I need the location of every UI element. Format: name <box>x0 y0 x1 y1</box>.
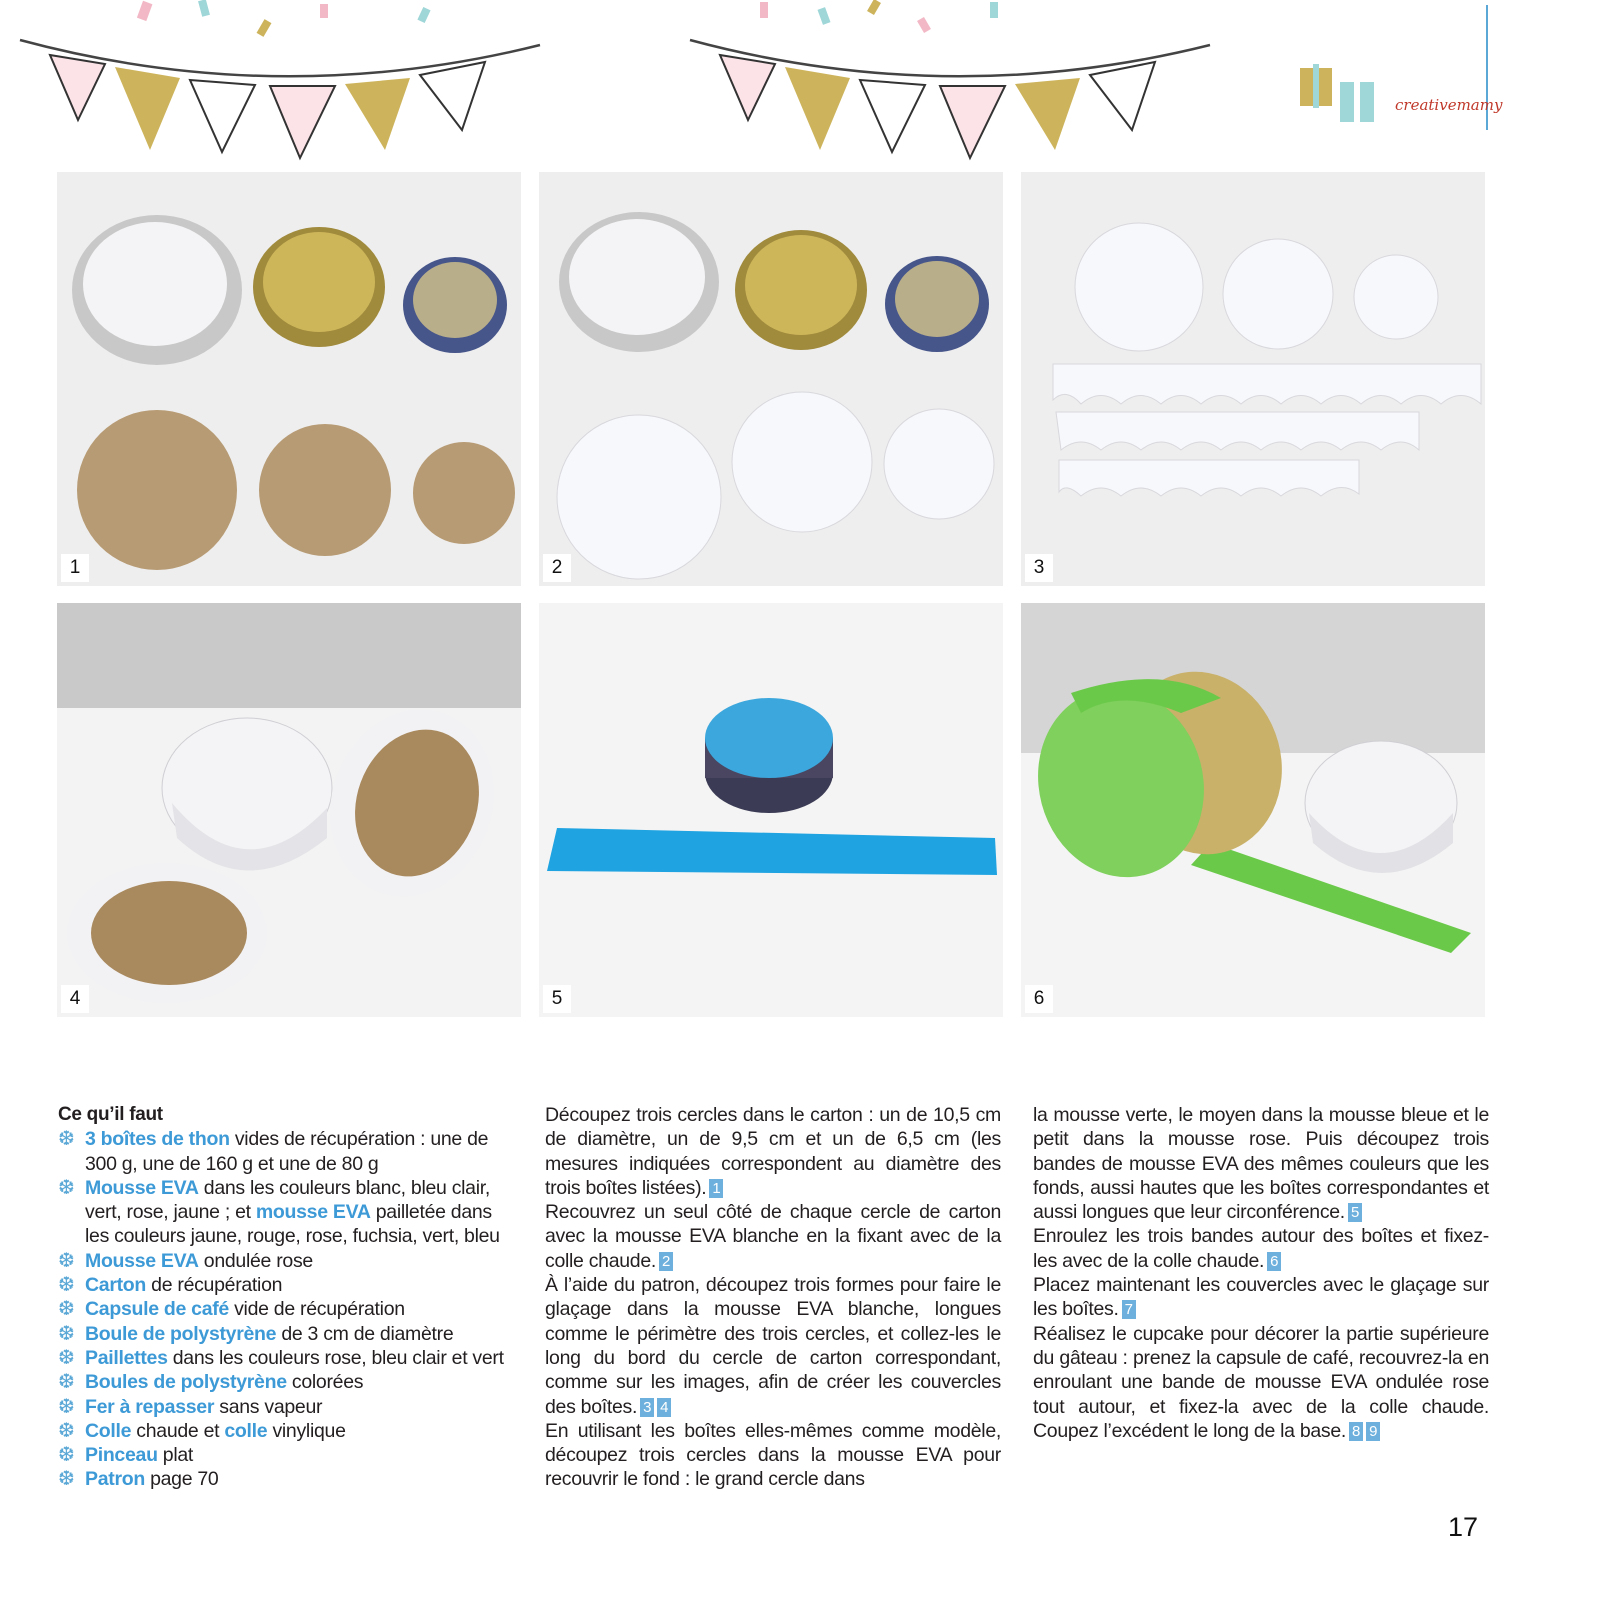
materials-item <box>58 1467 520 1491</box>
step-photo-4 <box>57 603 521 1017</box>
material-name: Mousse EVA <box>85 1176 199 1199</box>
material-detail: page 70 <box>144 1468 219 1491</box>
instruction-paragraph <box>545 1200 1001 1273</box>
materials-item <box>58 1297 520 1321</box>
materials-item <box>58 1395 520 1419</box>
page-number: 17 <box>1448 1512 1479 1542</box>
materials-list <box>58 1127 520 1491</box>
instruction-paragraph <box>545 1273 1001 1419</box>
snowflake-icon: ❆ <box>58 1249 75 1272</box>
instructions-column-3 <box>1033 1103 1489 1443</box>
material-name: Patron <box>85 1468 145 1491</box>
material-detail: vide de récupération <box>228 1298 405 1321</box>
instruction-text: Recouvrez un seul côté de chaque cercle de carton avec la mousse EVA blanche en la fixant avec de la colle chaude. <box>545 1201 1001 1272</box>
material-name: 3 boîtes de thon <box>85 1128 230 1151</box>
material-detail: colorées <box>286 1371 364 1394</box>
snowflake-icon: ❆ <box>58 1468 75 1491</box>
step-photo-6 <box>1021 603 1485 1017</box>
instruction-text: Enroulez les trois bandes autour des boîtes et fixez-les avec de la colle chaude. <box>1033 1225 1489 1272</box>
instruction-paragraph <box>1033 1322 1489 1443</box>
material-name: Fer à repasser <box>85 1395 215 1418</box>
photo-6-image <box>1021 603 1485 1017</box>
confetti <box>137 0 998 37</box>
snowflake-icon: ❆ <box>58 1274 75 1297</box>
material-detail: dans les couleurs rose, bleu clair et vert <box>167 1346 504 1369</box>
photo-number: 3 <box>1025 554 1053 582</box>
instruction-paragraph <box>1033 1224 1489 1273</box>
material-detail: vides de récupération : une de 300 g, une de 160 g et une de 80 g <box>85 1128 489 1175</box>
materials-item <box>58 1443 520 1467</box>
photo-ref-badge: 1 <box>709 1179 723 1198</box>
step-photo-2 <box>539 172 1003 586</box>
material-detail: chaude et <box>131 1419 225 1442</box>
materials-item <box>58 1273 520 1297</box>
snowflake-icon: ❆ <box>58 1419 75 1442</box>
snowflake-icon: ❆ <box>58 1298 75 1321</box>
photo-ref-badge: 8 <box>1349 1422 1363 1441</box>
step-photo-3 <box>1021 172 1485 586</box>
material-detail: de 3 cm de diamètre <box>276 1322 454 1345</box>
photo-number: 2 <box>543 554 571 582</box>
materials-column <box>58 1103 520 1492</box>
photo-2-image <box>539 172 1003 586</box>
material-name: mousse EVA <box>255 1201 371 1224</box>
instruction-text: À l’aide du patron, découpez trois formes pour faire le glaçage dans la mousse EVA blanche, longues comme le périmètre des trois cercles, et collez-les le long du bord du cercle de carton correspondant, comme sur les images, afin de créer les couvercles des boîtes. <box>545 1274 1001 1418</box>
instruction-text: Découpez trois cercles dans le carton : un de 10,5 cm de diamètre, un de 9,5 cm et un de 6,5 cm (les mesures indiquées correspondent au diamètre des trois boîtes listées). <box>545 1104 1001 1199</box>
photo-4-image <box>57 603 521 1017</box>
photo-ref-badge: 4 <box>657 1398 671 1417</box>
photo-number: 1 <box>61 554 89 582</box>
material-detail: dans les couleurs blanc, bleu clair, vert, rose, jaune ; et <box>85 1176 490 1224</box>
material-detail: vinylique <box>267 1419 346 1442</box>
photo-5-image <box>539 603 1003 1017</box>
step-photo-1 <box>57 172 521 586</box>
instruction-text: En utilisant les boîtes elles-mêmes comme modèle, découpez trois cercles dans la mousse EVA pour recouvrir le fond : le grand cercle dans <box>545 1419 1001 1491</box>
snowflake-icon: ❆ <box>58 1176 75 1199</box>
photo-number: 4 <box>61 985 89 1013</box>
material-name: Capsule de café <box>85 1298 229 1321</box>
material-name: Paillettes <box>85 1346 168 1369</box>
material-detail: pailletée dans les couleurs jaune, rouge, rose, fuchsia, vert, bleu <box>85 1201 500 1248</box>
materials-item <box>58 1249 520 1273</box>
material-detail: plat <box>157 1444 194 1467</box>
material-name: Colle <box>85 1419 132 1442</box>
photo-3-image <box>1021 172 1485 586</box>
material-name: colle <box>224 1419 268 1442</box>
flags-right <box>720 55 1155 158</box>
material-detail: sans vapeur <box>214 1395 323 1418</box>
materials-item <box>58 1176 520 1249</box>
photo-number: 6 <box>1025 985 1053 1013</box>
instruction-text: Réalisez le cupcake pour décorer la partie supérieure du gâteau : prenez la capsule de café, recouvrez-la en enroulant une bande de mousse EVA ondulée rose tout autour, et fixez-la avec de la colle chaude. Coupez l’excédent le long de la base. <box>1033 1322 1489 1442</box>
snowflake-icon: ❆ <box>58 1371 75 1394</box>
material-detail: de récupération <box>146 1274 283 1297</box>
photo-ref-badge: 6 <box>1267 1252 1281 1271</box>
snowflake-icon: ❆ <box>58 1128 75 1151</box>
photo-ref-badge: 2 <box>659 1252 673 1271</box>
instruction-text: la mousse verte, le moyen dans la mousse bleue et le petit dans la mousse rose. Puis découpez trois bandes de mousse EVA des mêmes couleurs que les fonds, aussi hautes que les boîtes correspondantes et aussi longues que leur circonférence. <box>1033 1104 1489 1224</box>
photo-ref-badge: 9 <box>1366 1422 1380 1441</box>
photo-ref-badge: 7 <box>1122 1300 1136 1319</box>
materials-item <box>58 1127 520 1176</box>
instructions-column-2 <box>545 1103 1001 1492</box>
photo-number: 5 <box>543 985 571 1013</box>
bunting-banner <box>0 0 1601 175</box>
materials-item <box>58 1419 520 1443</box>
material-name: Boule de polystyrène <box>85 1322 277 1345</box>
snowflake-icon: ❆ <box>58 1444 75 1467</box>
material-detail: ondulée rose <box>198 1249 313 1272</box>
snowflake-icon: ❆ <box>58 1346 75 1369</box>
instruction-paragraph <box>1033 1103 1489 1224</box>
photo-1-image <box>57 172 521 586</box>
material-name: Mousse EVA <box>85 1249 199 1272</box>
instruction-paragraph <box>545 1419 1001 1492</box>
instruction-paragraph <box>1033 1273 1489 1322</box>
snowflake-icon: ❆ <box>58 1322 75 1345</box>
step-photo-5 <box>539 603 1003 1017</box>
material-name: Carton <box>85 1274 147 1297</box>
materials-item <box>58 1346 520 1370</box>
brand-logo: creativemamy <box>1395 96 1503 114</box>
instruction-paragraph <box>545 1103 1001 1200</box>
material-name: Pinceau <box>85 1444 158 1467</box>
material-name: Boules de polystyrène <box>85 1371 287 1394</box>
snowflake-icon: ❆ <box>58 1395 75 1418</box>
materials-item <box>58 1322 520 1346</box>
flags-left <box>50 55 485 158</box>
photo-ref-badge: 5 <box>1348 1203 1362 1222</box>
photo-ref-badge: 3 <box>640 1398 654 1417</box>
materials-heading: Ce qu’il faut <box>58 1104 163 1125</box>
instruction-text: Placez maintenant les couvercles avec le glaçage sur les boîtes. <box>1033 1274 1489 1321</box>
materials-item <box>58 1370 520 1394</box>
